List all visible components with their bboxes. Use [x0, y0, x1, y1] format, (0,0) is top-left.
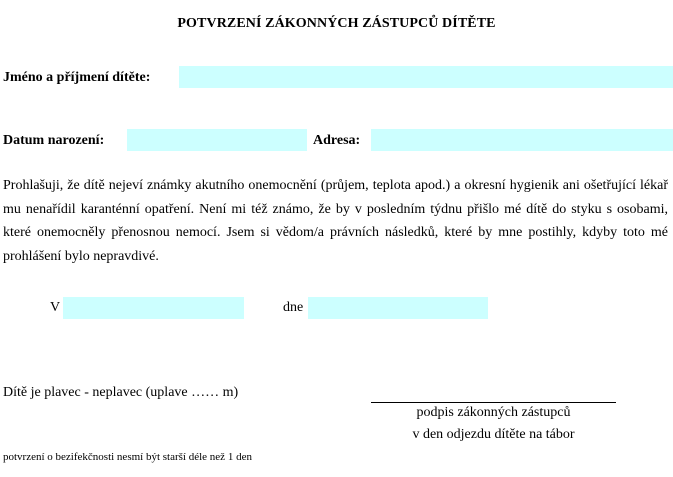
footnote: potvrzení o bezifekčnosti nesmí být starší déle než 1 den [3, 451, 252, 463]
place-label: V [50, 300, 61, 315]
child-name-field[interactable] [179, 66, 673, 88]
address-label: Adresa: [313, 133, 361, 148]
signature-caption-1: podpis zákonných zástupců [416, 405, 571, 420]
declaration-text: Prohlašuji, že dítě nejeví známky akutního onemocnění (průjem, teplota apod.) a okresní hygienik ani ošetřující lékař mu nenařídil karanténní opatření. Není mi též známo, že by v posledním týdnu přišlo mé dítě do styku s osobami, které onemocněly přenosnou nemocí. Jsem si vědom/a právních následků, které by mne postihly, kdyby toto mé prohlášení bylo nepravdivé. [3, 178, 668, 264]
swimmer-text: Dítě je plavec - neplavec (uplave …… m) [3, 385, 239, 400]
signature-line [371, 402, 616, 403]
child-name-label: Jméno a příjmení dítěte: [3, 70, 151, 85]
date-field[interactable] [308, 297, 488, 319]
date-label: dne [283, 300, 304, 315]
form-title: POTVRZENÍ ZÁKONNÝCH ZÁSTUPCŮ DÍTĚTE [177, 16, 496, 31]
birth-date-field[interactable] [127, 129, 307, 151]
birth-date-label: Datum narození: [3, 133, 105, 148]
signature-caption-2: v den odjezdu dítěte na tábor [412, 427, 575, 442]
place-field[interactable] [63, 297, 244, 319]
address-field[interactable] [371, 129, 673, 151]
